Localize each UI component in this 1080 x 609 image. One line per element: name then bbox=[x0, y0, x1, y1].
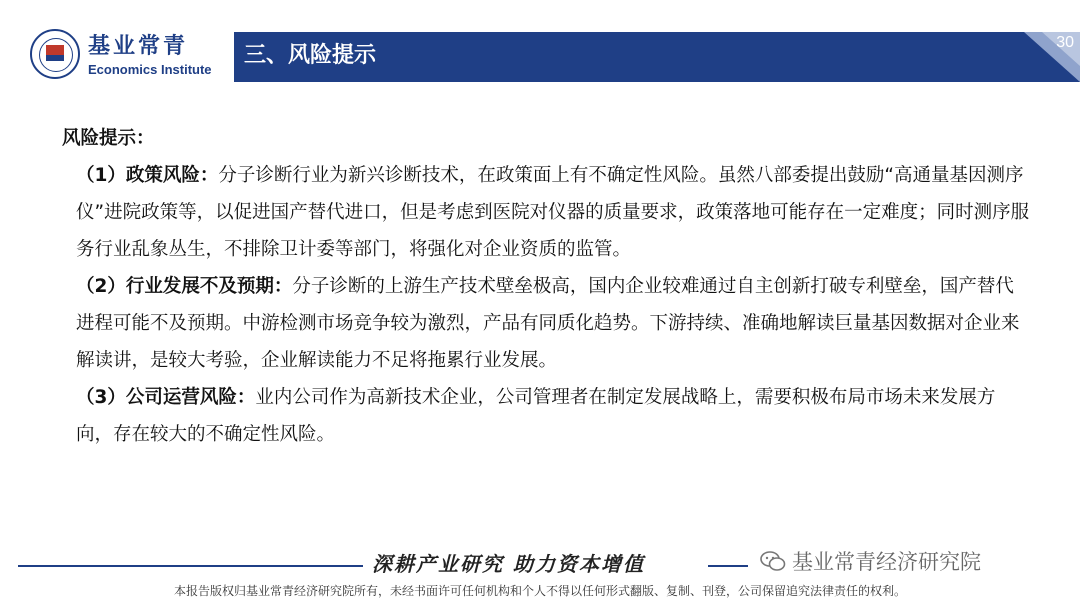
risk-item-text: 业内公司作为高新技术企业，公司管理者在制定发展战略上，需要积极布局市场未来发展方向，存在较大的不确定性风险。 bbox=[76, 387, 996, 445]
section-title: 三、风险提示 bbox=[244, 43, 377, 68]
slide-header bbox=[0, 0, 1080, 95]
risk-item-label: （2）行业发展不及预期： bbox=[76, 276, 293, 297]
footer-divider-left bbox=[18, 565, 363, 567]
risk-item-industry bbox=[62, 268, 1032, 379]
risk-item-text: 分子诊断的上游生产技术壁垒极高，国内企业较难通过自主创新打破专利壁垒，国产替代进程可能不及预期。中游检测市场竞争较为激烈，产品有同质化趋势。下游持续、准确地解读巨量基因数据对企业来解读讲，是较大考验，企业解读能力不足将拖累行业发展。 bbox=[76, 276, 1020, 371]
logo-text bbox=[88, 34, 212, 78]
footer-slogan: 深耕产业研究 助力资本增值 bbox=[372, 552, 645, 576]
logo-chinese-name: 基业常青 bbox=[88, 33, 189, 59]
logo-english-name: Economics Institute bbox=[88, 62, 212, 77]
risk-item-operation bbox=[62, 379, 1032, 453]
risk-item-label: （1）政策风险： bbox=[76, 165, 219, 186]
wechat-watermark bbox=[760, 546, 981, 576]
logo-seal-icon bbox=[30, 29, 80, 79]
copyright-notice: 本报告版权归基业常青经济研究院所有，未经书面许可任何机构和个人不得以任何形式翻版、复制、刊登，公司保留追究法律责任的权利。 bbox=[173, 584, 906, 598]
wechat-icon bbox=[760, 550, 786, 572]
footer-divider-right bbox=[708, 565, 748, 567]
risk-item-label: （3）公司运营风险： bbox=[76, 387, 256, 408]
content-heading: 风险提示： bbox=[62, 128, 155, 149]
page-number: 30 bbox=[1056, 34, 1074, 51]
risk-item-text: 分子诊断行业为新兴诊断技术，在政策面上有不确定性风险。虽然八部委提出鼓励“高通量基因测序仪”进院政策等，以促进国产替代进口，但是考虑到医院对仪器的质量要求，政策落地可能存在一定难度；同时测序服务行业乱象丛生，不排除卫计委等部门，将强化对企业资质的监管。 bbox=[76, 165, 1030, 260]
wechat-account-name: 基业常青经济研究院 bbox=[792, 550, 981, 574]
risk-content bbox=[62, 120, 1032, 453]
risk-item-policy bbox=[62, 157, 1032, 268]
